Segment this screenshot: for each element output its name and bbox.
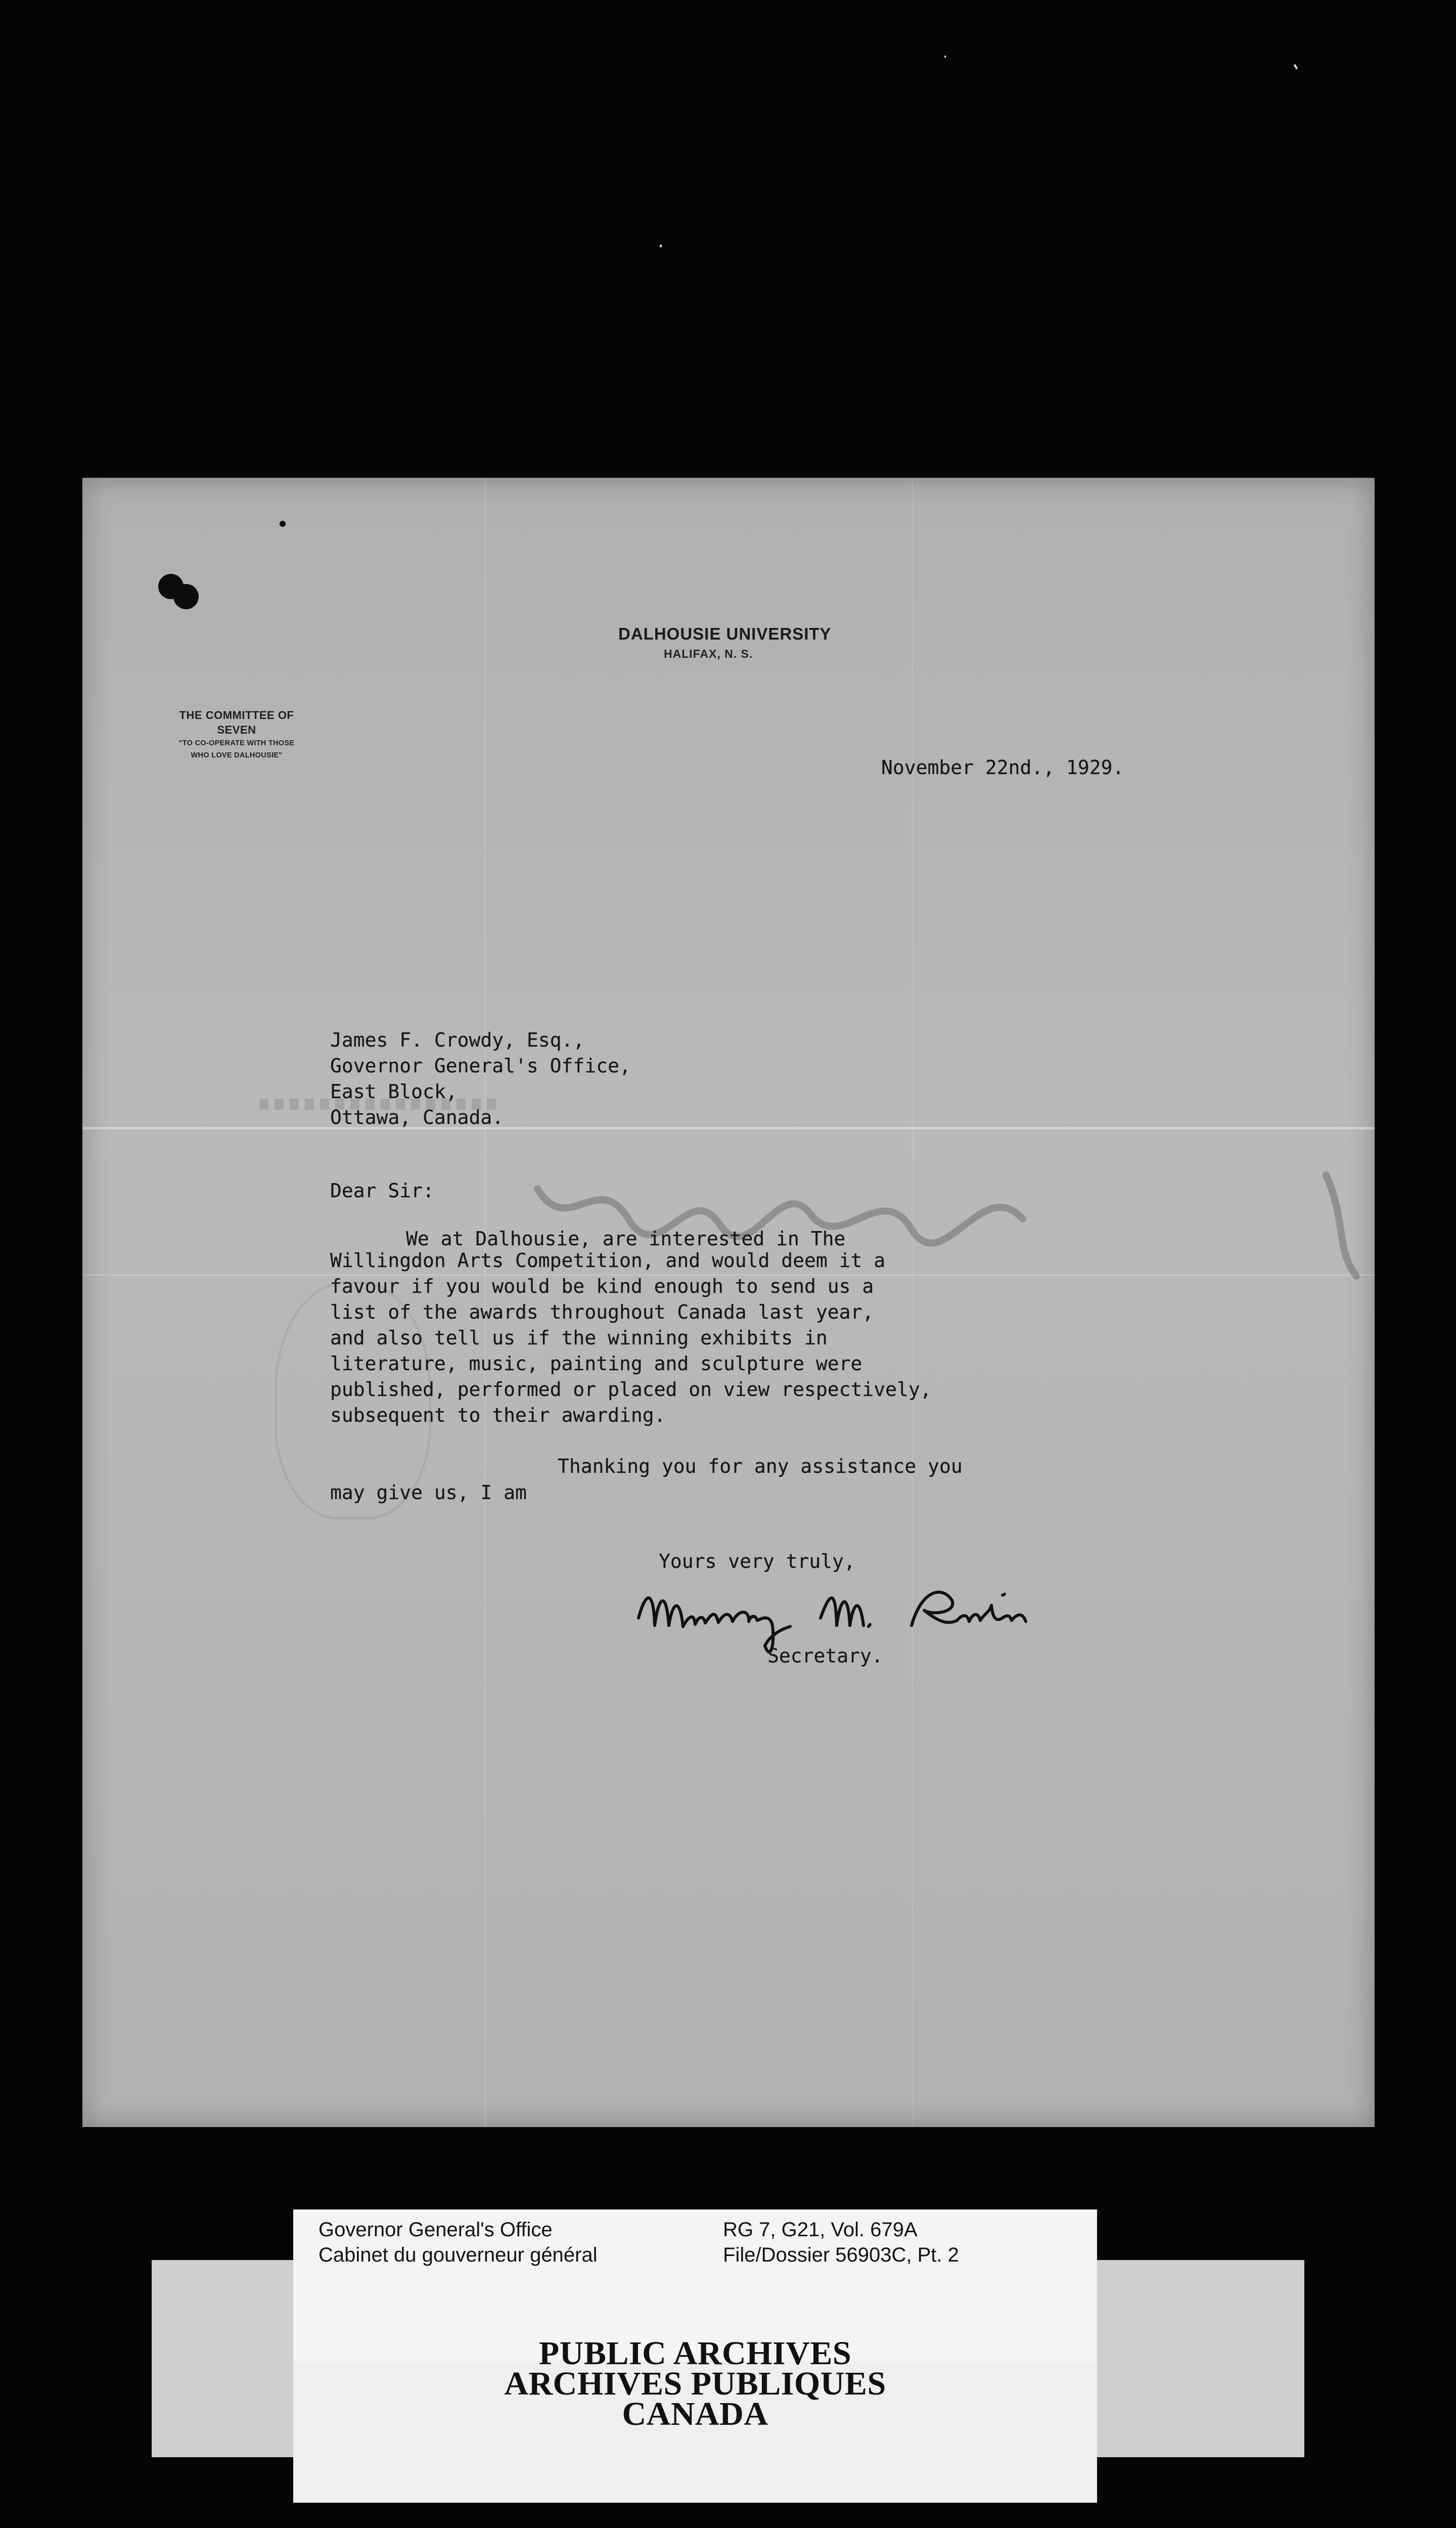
committee-motto-line1: "TO CO-OPERATE WITH THOSE (178, 739, 295, 747)
archive-stamp-line3: CANADA (622, 2396, 768, 2432)
archive-org-fr: Cabinet du gouverneur général (318, 2244, 598, 2266)
committee-motto-line2: WHO LOVE DALHOUSIE" (191, 751, 283, 759)
film-speck (944, 56, 946, 58)
letterhead-committee (158, 708, 315, 761)
body-paragraph (330, 1248, 932, 1428)
letterhead-location: HALIFAX, N. S. (664, 647, 753, 660)
archive-ref-line1: RG 7, G21, Vol. 679A (723, 2219, 918, 2241)
bleed-through-stroke (1316, 1170, 1372, 1281)
recipient-building: East Block, (330, 1080, 458, 1103)
page-fold-crease (82, 1127, 1375, 1130)
archive-label-left-tab (152, 2260, 298, 2457)
film-speck (660, 245, 662, 247)
recipient-name: James F. Crowdy, Esq., (330, 1029, 585, 1051)
signer-title: Secretary. (767, 1645, 883, 1667)
body-line: favour if you would be kind enough to send us a (330, 1275, 874, 1297)
body-line: list of the awards throughout Canada last year, (330, 1301, 874, 1323)
archive-label-right-tab (1087, 2260, 1304, 2457)
letterhead-institution: DALHOUSIE UNIVERSITY (618, 624, 832, 643)
ink-dot (280, 521, 286, 527)
body-line: published, performed or placed on view respectively, (330, 1378, 932, 1401)
bleed-through-mark (1316, 1168, 1372, 1281)
recipient-office: Governor General's Office, (330, 1055, 631, 1077)
ink-blot (173, 584, 199, 609)
body-line: subsequent to their awarding. (330, 1404, 666, 1426)
committee-name: THE COMMITTEE OF SEVEN (179, 709, 294, 736)
closing-first-line: Thanking you for any assistance you (558, 1455, 963, 1477)
archive-stamp-line2: ARCHIVES PUBLIQUES (504, 2365, 886, 2402)
body-line: literature, music, painting and sculpture were (330, 1352, 862, 1375)
archive-ref-line2: File/Dossier 56903C, Pt. 2 (723, 2244, 959, 2266)
archive-stamp-line1: PUBLIC ARCHIVES (538, 2335, 852, 2372)
recipient-address (330, 1027, 631, 1131)
letter-date: November 22nd., 1929. (881, 756, 1124, 779)
body-line: and also tell us if the winning exhibits in (330, 1327, 828, 1349)
closing-second-line: may give us, I am (330, 1481, 527, 1504)
film-speck (1294, 64, 1298, 70)
body-first-line: We at Dalhousie, are interested in The (406, 1228, 846, 1250)
archive-org-en: Governor General's Office (318, 2219, 553, 2241)
complimentary-close: Yours very truly, (659, 1550, 855, 1572)
letter-page (82, 478, 1375, 2127)
body-line: Willingdon Arts Competition, and would deem it a (330, 1249, 886, 1272)
recipient-city: Ottawa, Canada. (330, 1106, 504, 1128)
salutation: Dear Sir: (330, 1180, 434, 1202)
